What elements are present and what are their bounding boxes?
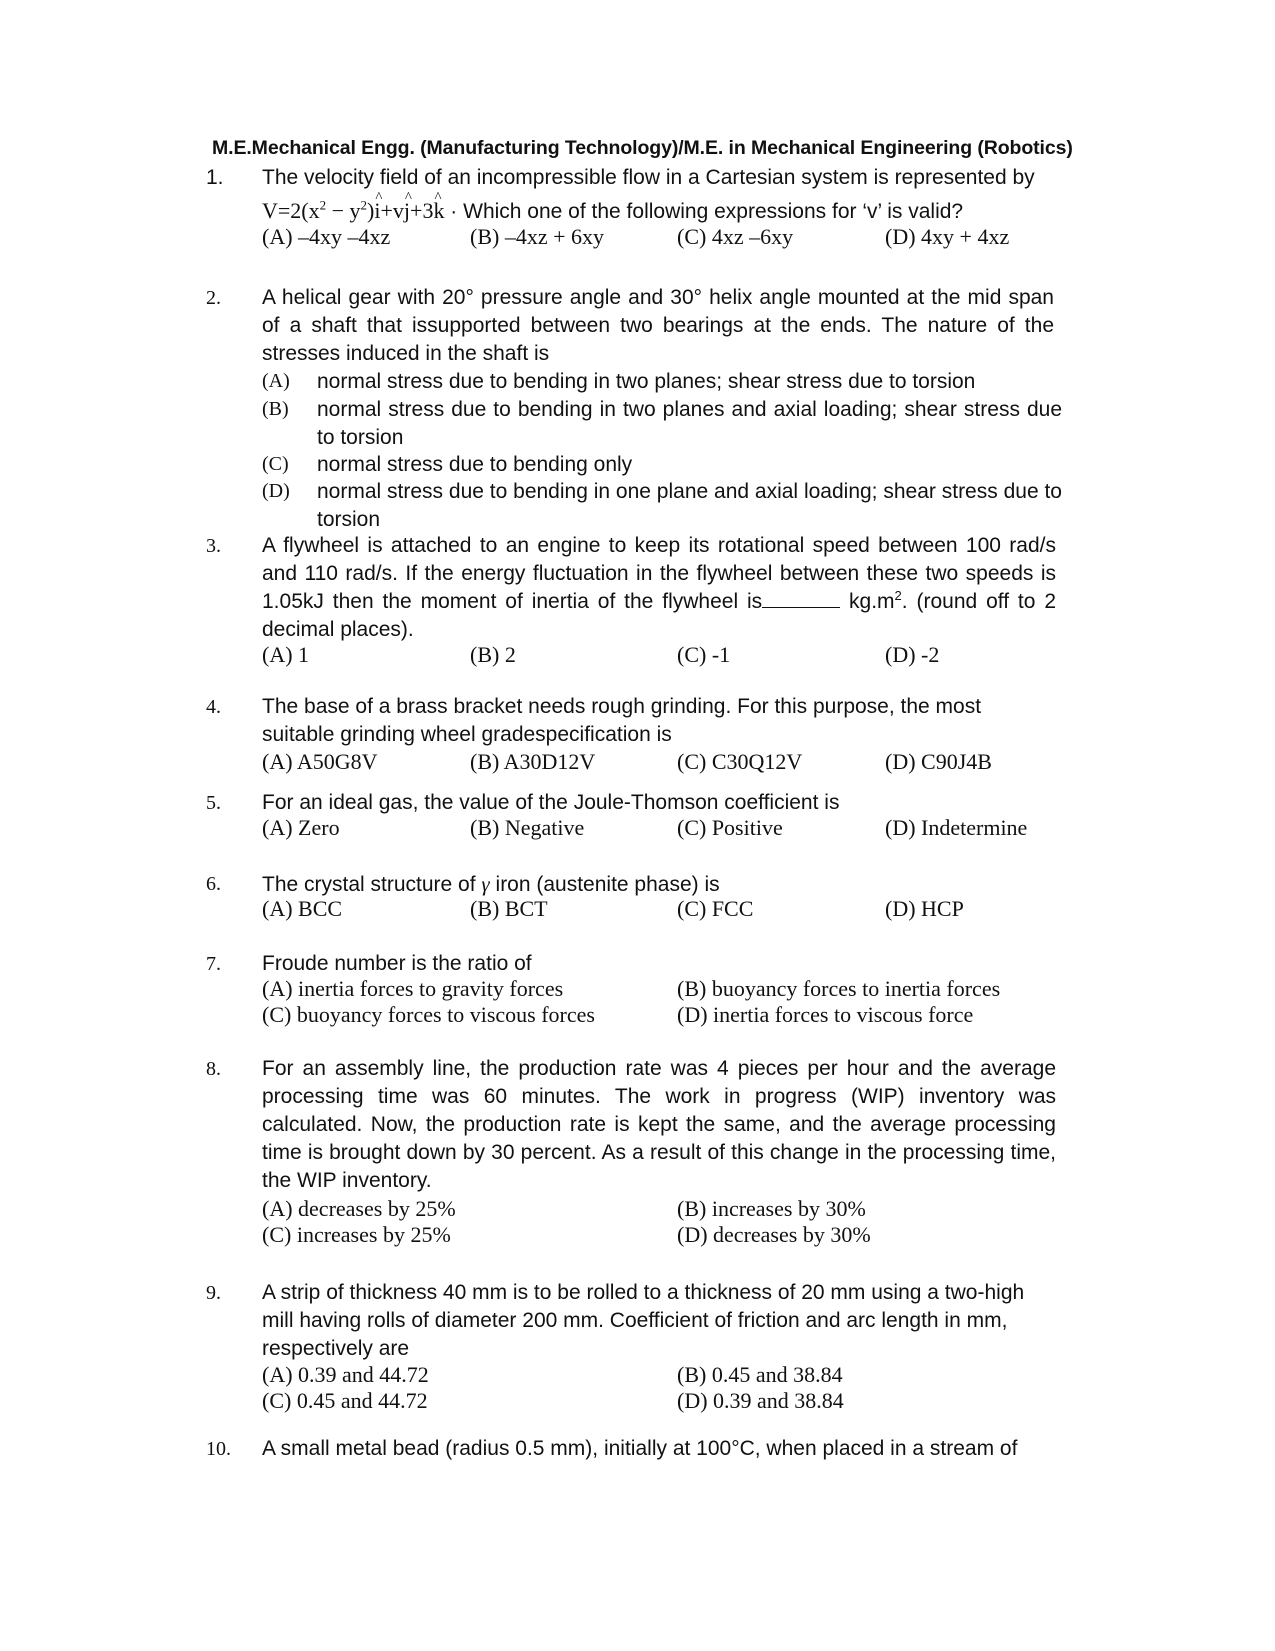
option-a[interactable]: (A) decreases by 25% <box>262 1196 456 1221</box>
option-a[interactable]: (A) –4xy –4xz <box>262 224 391 249</box>
option-b[interactable]: (B) 0.45 and 38.84 <box>677 1362 843 1387</box>
question-9-number: 9. <box>206 1282 221 1304</box>
question-1-options <box>262 224 1062 252</box>
question-2-option-a-label[interactable]: (A) <box>262 370 290 392</box>
question-6-text-b: iron (austenite phase) is <box>489 873 720 896</box>
question-5-text: For an ideal gas, the value of the Joule-Thomson coefficient is <box>262 791 840 814</box>
question-3-text <box>262 532 1056 644</box>
option-d[interactable]: (D) C90J4B <box>885 749 992 774</box>
question-4-options <box>262 749 1062 777</box>
question-6-text-a: The crystal structure of <box>262 873 482 896</box>
page-header: M.E.Mechanical Engg. (Manufacturing Technology)/M.E. in Mechanical Engineering (Robotics) <box>212 137 1073 159</box>
answer-blank <box>762 589 840 608</box>
option-a[interactable]: (A) Zero <box>262 815 340 840</box>
question-6-options <box>262 896 1062 924</box>
gamma-symbol: γ <box>481 872 490 896</box>
option-b[interactable]: (B) –4xz + 6xy <box>470 224 604 249</box>
option-b[interactable]: (B) 2 <box>470 642 516 667</box>
option-d[interactable]: (D) 4xy + 4xz <box>885 224 1010 249</box>
option-c[interactable]: (C) C30Q12V <box>677 749 803 774</box>
option-c[interactable]: (C) 0.45 and 44.72 <box>262 1388 428 1413</box>
question-8-options-row-1 <box>262 1196 1062 1224</box>
question-3-text-c: . (round off to 2 decimal places). <box>262 590 1056 641</box>
question-3-number: 3. <box>206 535 221 557</box>
option-d[interactable]: (D) decreases by 30% <box>677 1222 871 1247</box>
option-a[interactable]: (A) inertia forces to gravity forces <box>262 976 564 1001</box>
option-a[interactable]: (A) BCC <box>262 896 343 921</box>
question-6-number: 6. <box>206 873 221 895</box>
question-8-options-row-2 <box>262 1222 1062 1250</box>
question-7-number: 7. <box>206 953 221 975</box>
question-10-text: A small metal bead (radius 0.5 mm), initially at 100°C, when placed in a stream of <box>262 1437 1018 1460</box>
question-3-unit: kg.m <box>840 590 895 613</box>
option-d[interactable]: (D) -2 <box>885 642 940 667</box>
question-5-options <box>262 815 1062 843</box>
option-a[interactable]: (A) 0.39 and 44.72 <box>262 1362 429 1387</box>
question-3-text-a: A flywheel is attached to an engine to keep its rotational speed between 100 rad/s and 110 rad/s. If the energy fluctuation in the flywheel between these two speeds is 1.05kJ then the moment of inertia of the flywheel is <box>262 534 1056 613</box>
option-c[interactable]: (C) FCC <box>677 896 754 921</box>
question-4-text: The base of a brass bracket needs rough grinding. For this purpose, the most suitable grinding wheel gradespecification is <box>262 695 982 746</box>
question-3-options <box>262 642 1062 670</box>
question-10-number: 10. <box>206 1438 231 1460</box>
option-d[interactable]: (D) Indetermine <box>885 815 1028 840</box>
option-b[interactable]: (B) BCT <box>470 896 548 921</box>
question-2-text: A helical gear with 20° pressure angle and 30° helix angle mounted at the mid span of a shaft that issupported between two bearings at the ends. The nature of the stresses induced in the shaft is <box>262 286 1054 365</box>
question-5-number: 5. <box>206 792 221 814</box>
option-b[interactable]: (B) A30D12V <box>470 749 596 774</box>
question-1-formula-line <box>262 197 1062 226</box>
option-b[interactable]: (B) increases by 30% <box>677 1196 866 1221</box>
option-c[interactable]: (C) 4xz –6xy <box>677 224 794 249</box>
question-2-option-a-text[interactable]: normal stress due to bending in two planes; shear stress due to torsion <box>317 370 976 393</box>
option-c[interactable]: (C) -1 <box>677 642 731 667</box>
question-2-option-b-text[interactable]: normal stress due to bending in two planes and axial loading; shear stress due to torsion <box>317 398 1062 449</box>
option-d[interactable]: (D) inertia forces to viscous force <box>677 1002 974 1027</box>
option-c[interactable]: (C) increases by 25% <box>262 1222 451 1247</box>
option-d[interactable]: (D) 0.39 and 38.84 <box>677 1388 844 1413</box>
question-8-text: For an assembly line, the production rate was 4 pieces per hour and the average processing time was 60 minutes. The work in progress (WIP) inventory was calculated. Now, the production rate is kept the same, and the average processing time is brought down by 30 percent. As a result of this change in the processing time, the WIP inventory. <box>262 1057 1056 1192</box>
velocity-formula: $V=2(x^2$ − $y^2)\^{}$ i+v^ j+3^ k <box>262 198 444 223</box>
question-9-options-row-2 <box>262 1388 1062 1416</box>
option-c[interactable]: (C) Positive <box>677 815 783 840</box>
question-2-option-c-text[interactable]: normal stress due to bending only <box>317 453 633 476</box>
question-1-number: 1. <box>206 166 224 189</box>
question-2-option-c-label[interactable]: (C) <box>262 453 289 475</box>
question-1-text: The velocity field of an incompressible flow in a Cartesian system is represented by <box>262 166 1035 189</box>
option-b[interactable]: (B) Negative <box>470 815 585 840</box>
option-b[interactable]: (B) buoyancy forces to inertia forces <box>677 976 1001 1001</box>
unit-exponent: 2 <box>894 588 902 603</box>
question-7-options-row-2 <box>262 1002 1062 1030</box>
question-7-text: Froude number is the ratio of <box>262 952 532 975</box>
question-2-option-d-text[interactable]: normal stress due to bending in one plane and axial loading; shear stress due to torsion <box>317 480 1062 531</box>
question-9-text: A strip of thickness 40 mm is to be rolled to a thickness of 20 mm using a two-high mill having rolls of diameter 200 mm. Coefficient of friction and arc length in mm, respectively are <box>262 1281 1025 1360</box>
question-4-number: 4. <box>206 696 221 718</box>
question-2-option-d-label[interactable]: (D) <box>262 480 290 502</box>
option-a[interactable]: (A) A50G8V <box>262 749 378 774</box>
question-8-number: 8. <box>206 1058 221 1080</box>
question-2-option-b-label[interactable]: (B) <box>262 398 289 420</box>
question-6-text <box>262 870 1059 899</box>
question-9-options-row-1 <box>262 1362 1062 1390</box>
option-a[interactable]: (A) 1 <box>262 642 310 667</box>
question-2-number: 2. <box>206 287 221 309</box>
option-d[interactable]: (D) HCP <box>885 896 964 921</box>
question-1-text-suffix: · Which one of the following expressions for ‘v’ is valid? <box>444 200 964 223</box>
question-7-options-row-1 <box>262 976 1062 1004</box>
option-c[interactable]: (C) buoyancy forces to viscous forces <box>262 1002 595 1027</box>
